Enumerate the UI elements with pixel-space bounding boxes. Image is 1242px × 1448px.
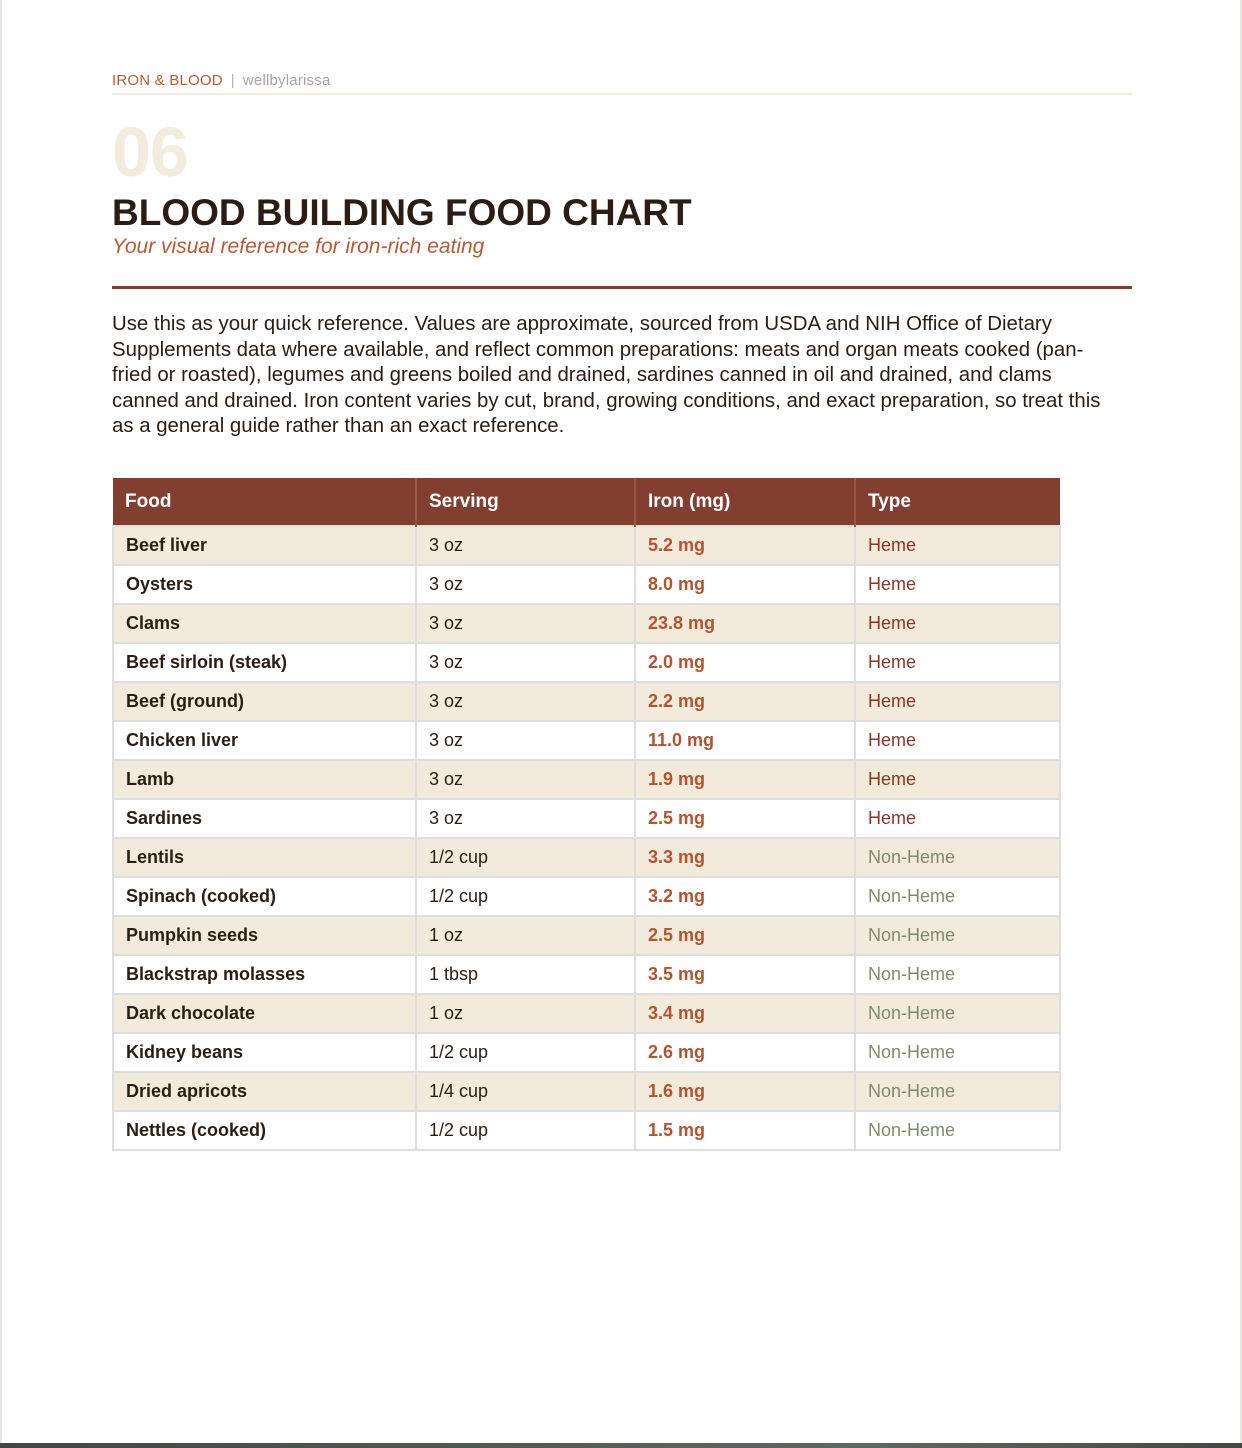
table-row bbox=[113, 1033, 1060, 1072]
cell-serving: 1/4 cup bbox=[416, 1072, 635, 1111]
cell-iron: 3.4 mg bbox=[635, 994, 855, 1033]
cell-food: Sardines bbox=[113, 799, 416, 838]
cell-iron: 5.2 mg bbox=[635, 526, 855, 565]
cell-type: Non-Heme bbox=[855, 1033, 1060, 1072]
table-row bbox=[113, 799, 1060, 838]
cell-type: Heme bbox=[855, 682, 1060, 721]
cell-food: Beef liver bbox=[113, 526, 416, 565]
title-divider bbox=[112, 286, 1132, 289]
cell-type: Heme bbox=[855, 799, 1060, 838]
bottom-edge-strip bbox=[0, 1443, 1242, 1448]
cell-type: Non-Heme bbox=[855, 1111, 1060, 1150]
cell-food: Clams bbox=[113, 604, 416, 643]
cell-serving: 3 oz bbox=[416, 565, 635, 604]
cell-type: Heme bbox=[855, 526, 1060, 565]
cell-serving: 1/2 cup bbox=[416, 838, 635, 877]
table-row bbox=[113, 955, 1060, 994]
cell-iron: 8.0 mg bbox=[635, 565, 855, 604]
cell-food: Blackstrap molasses bbox=[113, 955, 416, 994]
cell-type: Heme bbox=[855, 565, 1060, 604]
chapter-number: 06 bbox=[112, 113, 188, 191]
cell-iron: 1.6 mg bbox=[635, 1072, 855, 1111]
cell-serving: 3 oz bbox=[416, 721, 635, 760]
cell-type: Non-Heme bbox=[855, 955, 1060, 994]
cell-serving: 3 oz bbox=[416, 604, 635, 643]
table-row bbox=[113, 721, 1060, 760]
table-body bbox=[113, 526, 1060, 1150]
cell-food: Beef (ground) bbox=[113, 682, 416, 721]
cell-iron: 1.9 mg bbox=[635, 760, 855, 799]
cell-serving: 1/2 cup bbox=[416, 1033, 635, 1072]
cell-iron: 1.5 mg bbox=[635, 1111, 855, 1150]
table-row bbox=[113, 604, 1060, 643]
cell-serving: 3 oz bbox=[416, 799, 635, 838]
cell-food: Kidney beans bbox=[113, 1033, 416, 1072]
cell-type: Heme bbox=[855, 604, 1060, 643]
cell-type: Heme bbox=[855, 643, 1060, 682]
cell-food: Beef sirloin (steak) bbox=[113, 643, 416, 682]
cell-serving: 1 oz bbox=[416, 916, 635, 955]
table-row bbox=[113, 565, 1060, 604]
cell-type: Non-Heme bbox=[855, 877, 1060, 916]
page-subtitle: Your visual reference for iron-rich eating bbox=[112, 235, 485, 258]
cell-iron: 23.8 mg bbox=[635, 604, 855, 643]
cell-type: Non-Heme bbox=[855, 838, 1060, 877]
running-header-brand: IRON & BLOOD bbox=[112, 72, 223, 89]
running-header-site: wellbylarissa bbox=[242, 72, 331, 89]
cell-type: Non-Heme bbox=[855, 916, 1060, 955]
cell-iron: 2.2 mg bbox=[635, 682, 855, 721]
table-header-row bbox=[113, 478, 1060, 526]
table-row bbox=[113, 682, 1060, 721]
page-title: BLOOD BUILDING FOOD CHART bbox=[112, 192, 692, 233]
table-row bbox=[113, 526, 1060, 565]
cell-serving: 3 oz bbox=[416, 526, 635, 565]
cell-serving: 3 oz bbox=[416, 760, 635, 799]
cell-food: Chicken liver bbox=[113, 721, 416, 760]
column-header-serving: Serving bbox=[416, 478, 635, 526]
cell-iron: 11.0 mg bbox=[635, 721, 855, 760]
cell-iron: 3.5 mg bbox=[635, 955, 855, 994]
table-row bbox=[113, 916, 1060, 955]
cell-serving: 1/2 cup bbox=[416, 1111, 635, 1150]
cell-serving: 1 tbsp bbox=[416, 955, 635, 994]
cell-serving: 1/2 cup bbox=[416, 877, 635, 916]
document-page bbox=[2, 0, 1240, 1443]
table-row bbox=[113, 1072, 1060, 1111]
cell-food: Dark chocolate bbox=[113, 994, 416, 1033]
running-header-separator: | bbox=[230, 72, 235, 89]
cell-type: Non-Heme bbox=[855, 994, 1060, 1033]
cell-serving: 3 oz bbox=[416, 682, 635, 721]
column-header-food: Food bbox=[113, 478, 416, 526]
table-row bbox=[113, 1111, 1060, 1150]
cell-iron: 2.0 mg bbox=[635, 643, 855, 682]
cell-iron: 2.6 mg bbox=[635, 1033, 855, 1072]
table-row bbox=[113, 643, 1060, 682]
table-row bbox=[113, 760, 1060, 799]
running-header bbox=[112, 72, 1132, 95]
cell-type: Heme bbox=[855, 760, 1060, 799]
table-row bbox=[113, 994, 1060, 1033]
cell-food: Pumpkin seeds bbox=[113, 916, 416, 955]
cell-food: Lamb bbox=[113, 760, 416, 799]
cell-iron: 2.5 mg bbox=[635, 799, 855, 838]
column-header-iron: Iron (mg) bbox=[635, 478, 855, 526]
column-header-type: Type bbox=[855, 478, 1060, 526]
cell-serving: 3 oz bbox=[416, 643, 635, 682]
cell-food: Spinach (cooked) bbox=[113, 877, 416, 916]
cell-type: Heme bbox=[855, 721, 1060, 760]
cell-food: Lentils bbox=[113, 838, 416, 877]
table-row bbox=[113, 838, 1060, 877]
table-row bbox=[113, 877, 1060, 916]
cell-iron: 3.2 mg bbox=[635, 877, 855, 916]
intro-paragraph: Use this as your quick reference. Values are approximate, sourced from USDA and NIH Office of Dietary Supplements data where available, and reflect common preparations: meats and organ meats cooked (pan-fried or roasted), legumes and greens boiled and drained, sardines canned in oil and drained, and clams canned and drained. Iron content varies by cut, brand, growing conditions, and exact preparation, so treat this as a general guide rather than an exact reference. bbox=[112, 313, 1101, 437]
cell-iron: 2.5 mg bbox=[635, 916, 855, 955]
cell-serving: 1 oz bbox=[416, 994, 635, 1033]
food-chart-table bbox=[112, 478, 1061, 1151]
cell-type: Non-Heme bbox=[855, 1072, 1060, 1111]
cell-food: Oysters bbox=[113, 565, 416, 604]
cell-iron: 3.3 mg bbox=[635, 838, 855, 877]
cell-food: Dried apricots bbox=[113, 1072, 416, 1111]
cell-food: Nettles (cooked) bbox=[113, 1111, 416, 1150]
